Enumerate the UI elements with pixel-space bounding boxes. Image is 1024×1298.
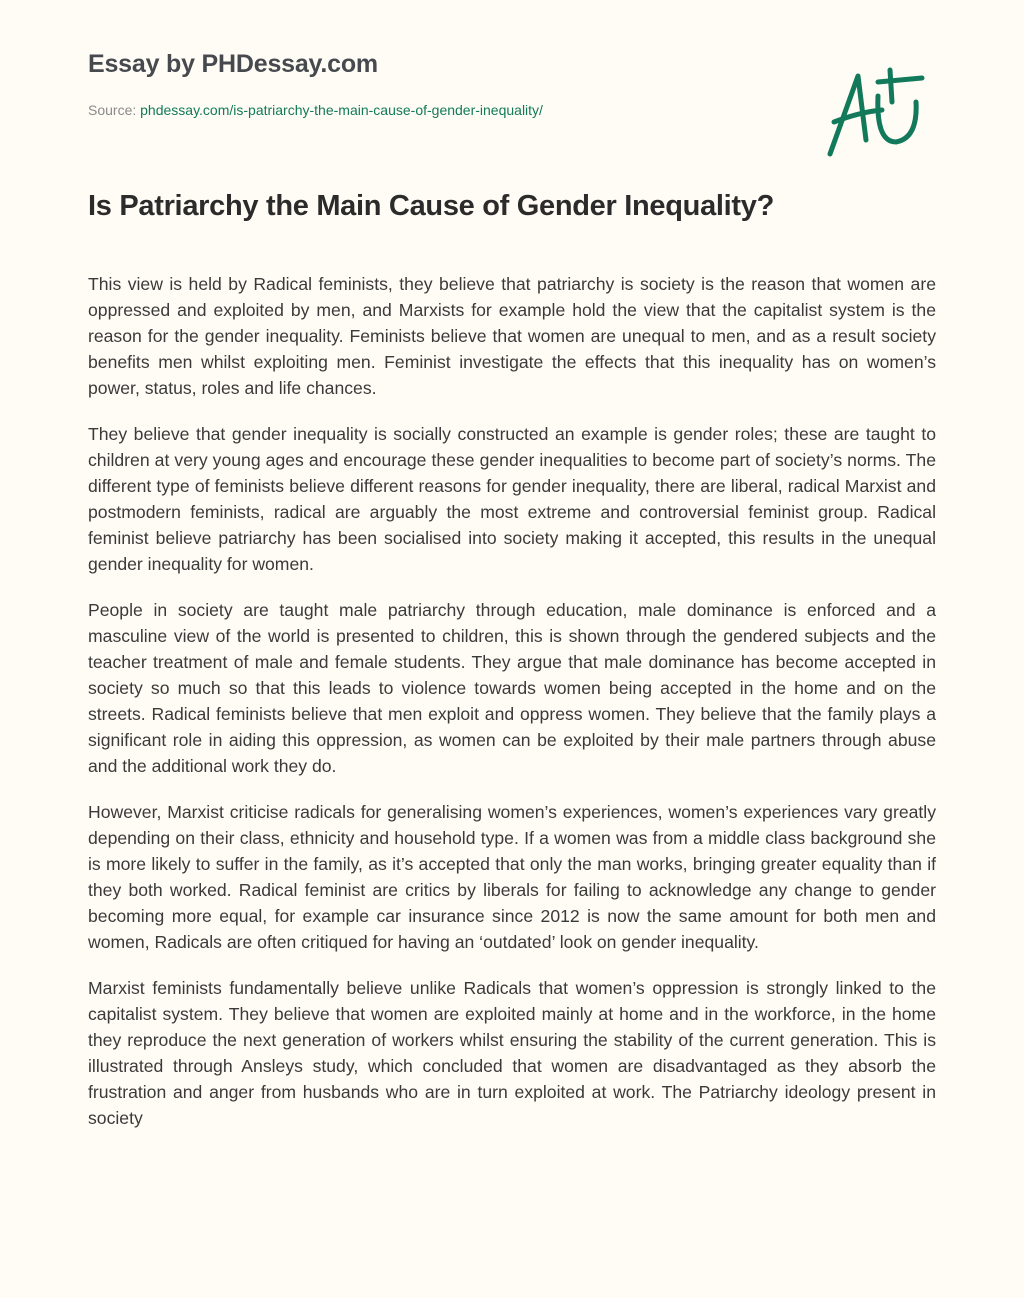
a-plus-logo-icon [820,62,930,162]
paragraph: Marxist feminists fundamentally believe unlike Radicals that women’s oppression is strongly linked to the capitalist system. They believe that women are exploited mainly at home and in the workforce, in the home they reproduce the next generation of workers whilst ensuring the stability of the current generation. This is illustrated through Ansleys study, which concluded that women are disadvantaged as they absorb the frustration and anger from husbands who are in turn exploited at work. The Patriarchy ideology present in society [88,978,936,1128]
source-line [88,102,543,118]
source-label: Source: [88,102,137,118]
paragraph: People in society are taught male patriarchy through education, male dominance is enforced and a masculine view of the world is presented to children, this is shown through the gendered subjects and the teacher treatment of male and female students. They argue that male dominance has become accepted in society so much so that this leads to violence towards women being accepted in the home and on the streets. Radical feminists believe that men exploit and oppress women. They believe that the family plays a significant role in aiding this oppression, as women can be exploited by their male partners through abuse and the additional work they do. [88,600,936,776]
source-link[interactable]: phdessay.com/is-patriarchy-the-main-cause-of-gender-inequality/ [140,102,543,118]
site-brand: Essay by PHDessay.com [88,50,378,78]
paragraph: They believe that gender inequality is socially constructed an example is gender roles; these are taught to children at very young ages and encourage these gender inequalities to become part of society’s norms. The different type of feminists believe different reasons for gender inequality, there are liberal, radical Marxist and postmodern feminists, radical are arguably the most extreme and controversial feminist group. Radical feminist believe patriarchy has been socialised into society making it accepted, this results in the unequal gender inequality for women. [88,424,936,574]
article-body [88,271,936,1250]
article-title: Is Patriarchy the Main Cause of Gender Inequality? [88,190,775,222]
paragraph: However, Marxist criticise radicals for generalising women’s experiences, women’s experiences vary greatly depending on their class, ethnicity and household type. If a women was from a middle class background she is more likely to suffer in the family, as it’s accepted that only the man works, bringing greater equality than if they both worked. Radical feminist are critics by liberals for failing to acknowledge any change to gender becoming more equal, for example car insurance since 2012 is now the same amount for both men and women, Radicals are often critiqued for having an ‘outdated’ look on gender inequality. [88,802,936,952]
paragraph: This view is held by Radical feminists, they believe that patriarchy is society is the reason that women are oppressed and exploited by men, and Marxists for example hold the view that the capitalist system is the reason for the gender inequality. Feminists believe that women are unequal to men, and as a result society benefits men whilst exploiting men. Feminist investigate the effects that this inequality has on women’s power, status, roles and life chances. [88,274,936,398]
